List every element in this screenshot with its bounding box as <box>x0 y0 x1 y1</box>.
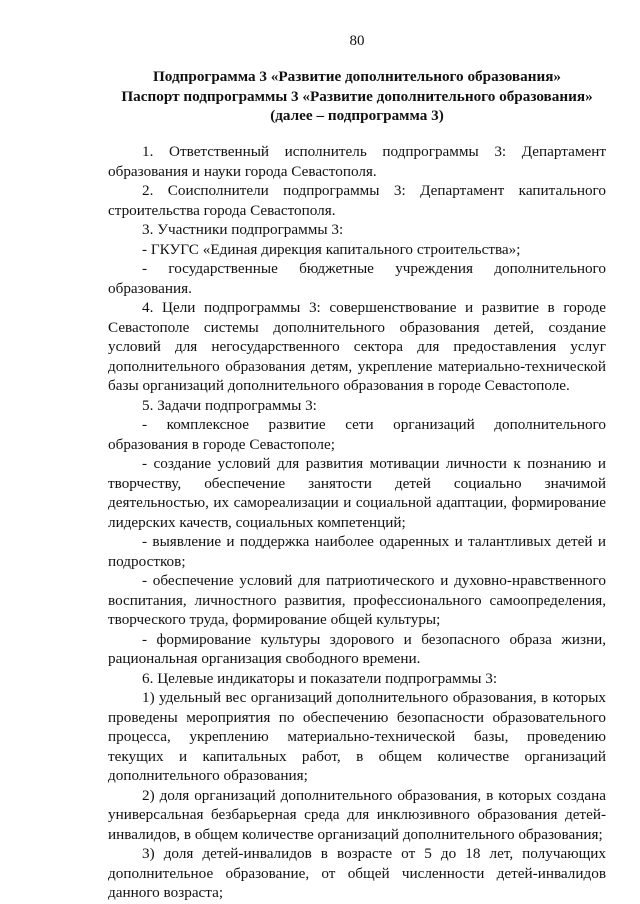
task-item: - создание условий для развития мотивации личности к познанию и творчеству, обеспечение занятости детей социально значимой деятельностью, их самореализации и социальной адаптации, формирование лидерских качеств, социальных компетенций; <box>108 455 606 531</box>
task-item: - выявление и поддержка наиболее одаренных и талантливых детей и подростков; <box>108 533 606 570</box>
paragraph-goals: 4. Цели подпрограммы 3: совершенствование и развитие в городе Севастополе системы дополнительного образования детей, создание условий для негосударственного сектора для предоставления услуг дополнительного образования детям, укрепление материально-технической базы организаций дополнительного образования в городе Севастополе. <box>108 299 606 394</box>
passport-title: Паспорт подпрограммы 3 «Развитие дополнительного образования» <box>121 87 593 105</box>
task-item: - обеспечение условий для патриотического и духовно-нравственного воспитания, личностного развития, профессионального самоопределения, творческого труда, формирование общей культуры; <box>108 572 606 628</box>
task-item: - комплексное развитие сети организаций дополнительного образования в городе Севастополе; <box>108 416 606 453</box>
participant-item: - государственные бюджетные учреждения дополнительного образования. <box>108 260 606 297</box>
document-body <box>108 142 606 903</box>
subprogram-title: Подпрограмма 3 «Развитие дополнительного образования» <box>152 68 562 85</box>
indicator-item: 2) доля организаций дополнительного образования, в которых создана универсальная безбарьерная среда для инклюзивного образования детей-инвалидов, в общем количестве организаций дополнительного образования; <box>108 786 606 843</box>
indicator-item: 1) удельный вес организаций дополнительного образования, в которых проведены мероприятия по обеспечению безопасности образовательного процесса, укреплению материально-технической базы, проведению текущих и капитальных работ, в общем количестве организаций дополнительного образования; <box>108 689 606 784</box>
paragraph-indicators: 6. Целевые индикаторы и показатели подпрограммы 3: <box>142 669 498 687</box>
participant-item: - ГКУГС «Единая дирекция капитального строительства»; <box>142 240 521 258</box>
task-item: - формирование культуры здорового и безопасного образа жизни, рациональная организация свободного времени. <box>108 630 606 667</box>
paragraph-participants: 3. Участники подпрограммы 3: <box>142 221 344 238</box>
indicator-item: 3) доля детей-инвалидов в возрасте от 5 до 18 лет, получающих дополнительное образование, от общей численности детей-инвалидов данного возраста; <box>108 845 606 901</box>
page-number: 80 <box>349 33 365 49</box>
paragraph-co-executors: 2. Соисполнители подпрограммы 3: Департамент капитального строительства города Севастополя. <box>108 182 606 219</box>
passport-subtitle: (далее – подпрограмма 3) <box>270 107 444 124</box>
paragraph-responsible-executor: 1. Ответственный исполнитель подпрограммы 3: Департамент образования и науки города Севастополя. <box>108 143 606 180</box>
paragraph-tasks: 5. Задачи подпрограммы 3: <box>142 396 317 414</box>
